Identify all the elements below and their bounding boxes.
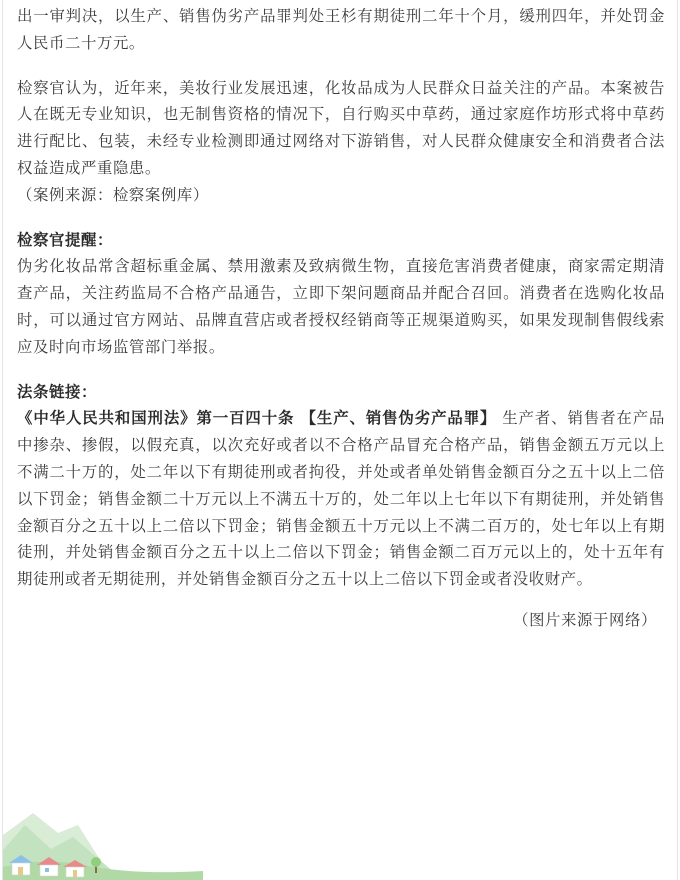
- image-source-note: （图片来源于网络）: [513, 610, 657, 629]
- law-paragraph: [17, 405, 665, 593]
- page-border-left: [2, 0, 3, 880]
- law-title: 《中华人民共和国刑法》第一百四十条 【生产、销售伪劣产品罪】: [17, 409, 497, 428]
- reminder-heading: 检察官提醒：: [17, 230, 113, 249]
- paragraph-verdict: 出一审判决，以生产、销售伪劣产品罪判处王杉有期徒刑二年十个月，缓刑四年，并处罚金人民币二十万元。: [17, 7, 665, 52]
- law-text: 生产者、销售者在产品中掺杂、掺假，以假充真，以次充好或者以不合格产品冒充合格产品，销售金额五万元以上不满二十万的，处二年以下有期徒刑或者拘役，并处或者单处销售金额百分之五十以上二倍以下罚金；销售金额二十万元以上不满五十万的，处二年以上七年以下有期徒刑，并处销售金额百分之五十以上二倍以下罚金；销售金额五十万元以上不满二百万的，处七年以上有期徒刑，并处销售金额百分之五十以上二倍以下罚金；销售金额二百万元以上的，处十五年有期徒刑或者无期徒刑，并处销售金额百分之五十以上二倍以下罚金或者没收财产。: [17, 409, 666, 589]
- reminder-paragraph: 伪劣化妆品常含超标重金属、禁用激素及致病微生物，直接危害消费者健康，商家需定期清查产品，关注药监局不合格产品通告，立即下架问题商品并配合召回。消费者在选购化妆品时，可以通过官方网站、品牌直营店或者授权经销商等正规渠道购买，如果发现制售假线索应及时向市场监管部门举报。: [17, 257, 665, 356]
- mountain-village-illustration: [3, 805, 203, 880]
- article-content: [17, 3, 665, 634]
- law-link-heading: 法条链接：: [17, 382, 97, 401]
- page-border-right: [677, 0, 678, 880]
- paragraph-prosecutor-opinion: 检察官认为，近年来，美妆行业发展迅速，化妆品成为人民群众日益关注的产品。本案被告人在既无专业知识，也无制售资格的情况下，自行购买中草药，通过家庭作坊形式将中草药进行配比、包装，未经专业检测即通过网络对下游销售，对人民群众健康安全和消费者合法权益造成严重隐患。: [17, 78, 665, 177]
- case-source-note: （案例来源：检察案例库）: [17, 185, 209, 204]
